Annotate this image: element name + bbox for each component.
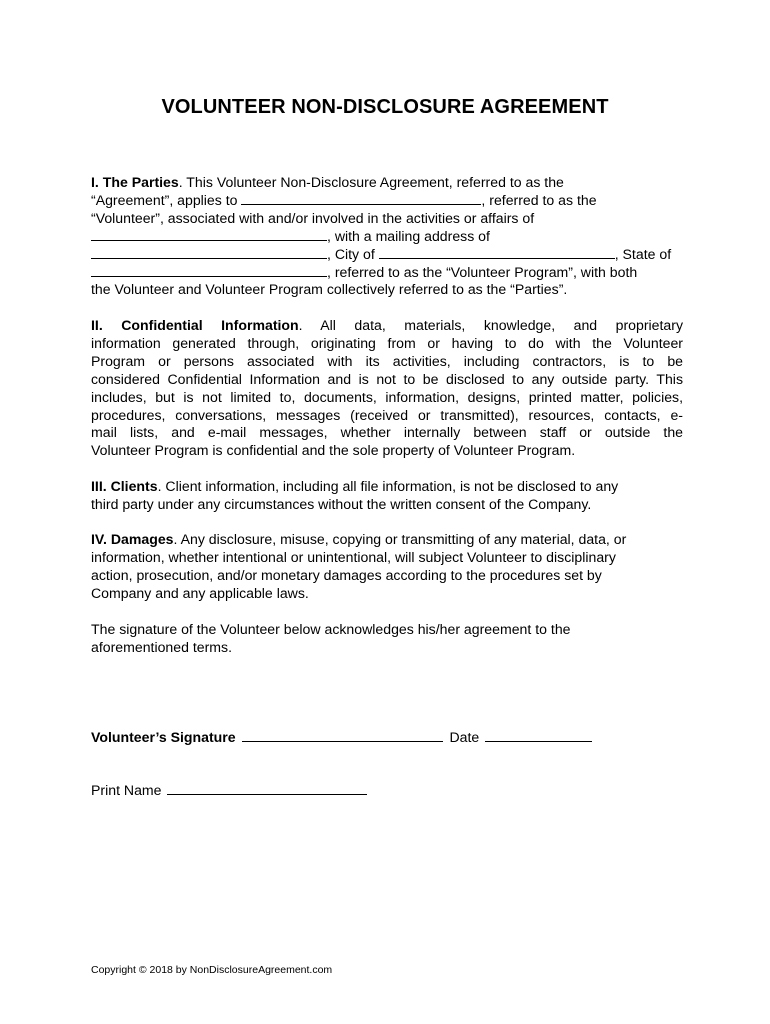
program-name-blank[interactable] [241,192,481,205]
section-confidential-text: Program or persons associated with its activities, including contractors, is to be [91,352,683,369]
section-parties [91,174,683,299]
section-parties-text: , State of [614,245,672,262]
section-damages [91,531,683,603]
print-name-field[interactable] [167,781,367,795]
section-clients [91,478,683,514]
section-clients-heading: III. Clients [91,478,158,494]
section-clients-text: . Client information, including all file information, is not be disclosed to any [157,478,619,494]
date-label: Date [449,729,480,745]
acknowledgement-text: aforementioned terms. [91,638,233,655]
mailing-address-blank[interactable] [91,246,327,259]
section-damages-text: . Any disclosure, misuse, copying or transmitting of any material, data, or [173,531,627,547]
section-parties-heading: I. The Parties [91,174,179,190]
section-parties-text: , referred to as the “Volunteer Program”, with both [327,263,638,280]
section-confidential-heading: II. Confidential Information [91,317,299,333]
section-parties-text: , referred to as the [481,191,597,208]
section-clients-text: third party under any circumstances without the written consent of the Company. [91,495,592,512]
section-damages-text: information, whether intentional or unintentional, will subject Volunteer to disciplinary [91,548,616,565]
copyright-footer: Copyright © 2018 by NonDisclosureAgreement.com [91,964,333,976]
section-confidential-text: . All data, materials, knowledge, and proprietary [298,317,683,333]
section-confidential-text: procedures, conversations, messages (received or transmitted), resources, contacts, e- [91,406,683,423]
section-damages-heading: IV. Damages [91,531,174,547]
section-damages-text: action, prosecution, and/or monetary damages according to the procedures set by [91,566,602,583]
section-parties-text: , City of [327,245,375,262]
volunteer-signature-field[interactable] [242,728,443,742]
acknowledgement-text: The signature of the Volunteer below acknowledges his/her agreement to the [91,621,571,637]
print-name-label: Print Name [91,782,162,798]
section-confidential-text: includes, but is not limited to, documents, information, designs, printed matter, policies, [91,388,683,405]
document-title: VOLUNTEER NON-DISCLOSURE AGREEMENT [161,96,609,118]
section-parties-text: “Volunteer”, associated with and/or involved in the activities or affairs of [91,209,535,226]
volunteer-signature-label: Volunteer’s Signature [91,729,236,745]
section-confidential-information [91,317,683,460]
print-name-row [91,781,367,799]
section-parties-text: “Agreement”, applies to [91,191,238,208]
date-field[interactable] [485,728,592,742]
section-parties-text: the Volunteer and Volunteer Program collectively referred to as the “Parties”. [91,281,568,298]
volunteer-name-blank[interactable] [91,228,327,241]
section-confidential-text: Volunteer Program is confidential and the sole property of Volunteer Program. [91,442,576,459]
section-confidential-text: information generated through, originating from or having to do with the Volunteer [91,334,683,351]
section-confidential-text: considered Confidential Information and is not to be disclosed to any outside party. This [91,370,683,387]
city-blank[interactable] [379,246,615,259]
section-confidential-text: mail lists, and e-mail messages, whether internally between staff or outside the [91,424,683,441]
state-blank[interactable] [91,264,327,277]
signature-row [91,728,592,746]
section-parties-text: , with a mailing address of [327,227,490,244]
section-parties-text: . This Volunteer Non-Disclosure Agreement, referred to as the [178,174,564,190]
acknowledgement-paragraph [91,621,683,657]
section-damages-text: Company and any applicable laws. [91,584,309,601]
